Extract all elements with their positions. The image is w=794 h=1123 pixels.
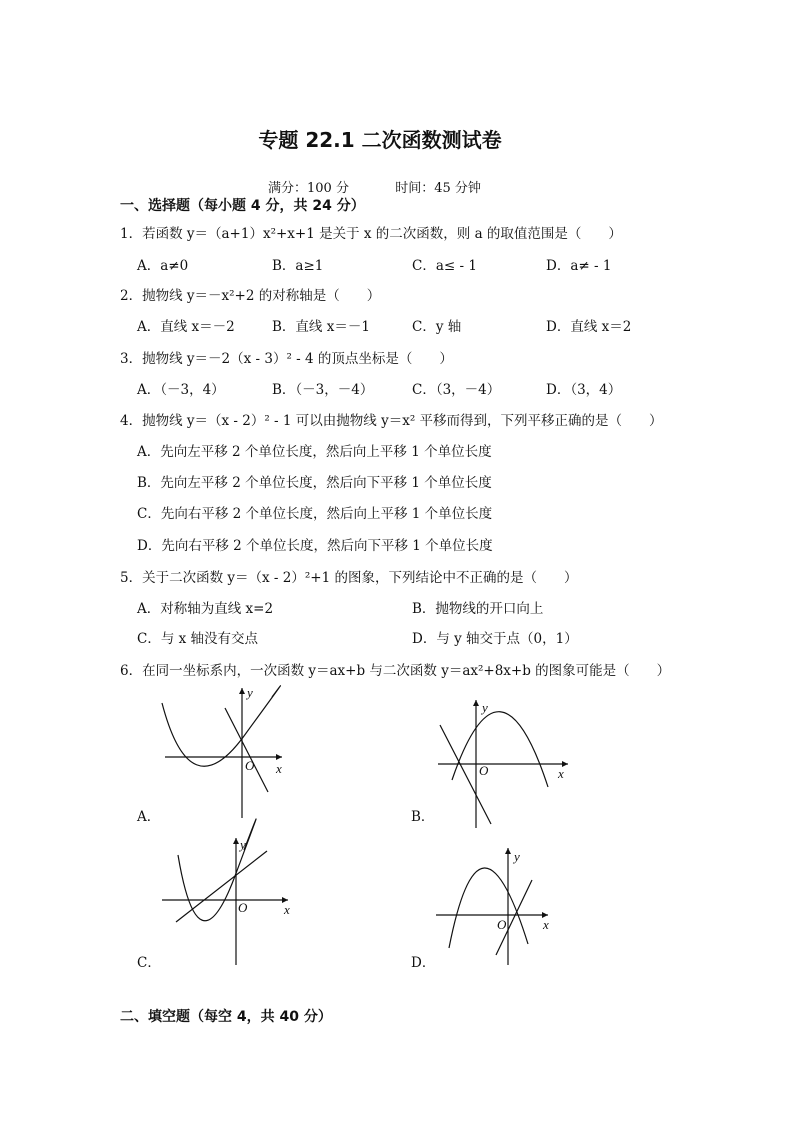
q1-option-a: A．a≠0 xyxy=(137,258,189,274)
q6-option-c: C． xyxy=(137,955,161,971)
x-axis-label: x xyxy=(284,902,290,917)
q3-option-b: B．（－3，－4） xyxy=(272,382,374,398)
q1-option-c: C．a≤ - 1 xyxy=(412,258,477,274)
q3-option-d: D．（3，4） xyxy=(546,382,622,398)
q4-option-a: A．先向左平移 2 个单位长度，然后向上平移 1 个单位长度 xyxy=(137,444,492,460)
question-2: 2．抛物线 y＝－x²+2 的对称轴是（ ） xyxy=(120,288,381,304)
q4-option-c: C．先向右平移 2 个单位长度，然后向上平移 1 个单位长度 xyxy=(137,506,493,522)
x-axis-label: x xyxy=(558,766,564,781)
y-axis-label: y xyxy=(240,837,246,852)
page-title: 专题 22.1 二次函数测试卷 xyxy=(258,128,502,152)
q5-option-b: B．抛物线的开口向上 xyxy=(412,601,544,617)
q6-option-d: D． xyxy=(411,955,436,971)
parabola xyxy=(449,868,528,948)
origin-label: O xyxy=(238,900,248,915)
q5-option-d: D．与 y 轴交于点（0，1） xyxy=(412,631,578,647)
q2-option-c: C．y 轴 xyxy=(412,319,462,335)
y-axis-label: y xyxy=(247,685,253,700)
q5-option-a: A．对称轴为直线 x=2 xyxy=(137,601,274,617)
q4-option-b: B．先向左平移 2 个单位长度，然后向下平移 1 个单位长度 xyxy=(137,475,492,491)
origin-label: O xyxy=(497,917,507,932)
q1-option-d: D．a≠ - 1 xyxy=(546,258,612,274)
question-6: 6．在同一坐标系内，一次函数 y＝ax+b 与二次函数 y＝ax²+8x+b 的图象可能是（ ） xyxy=(120,663,671,679)
y-axis-label: y xyxy=(482,700,488,715)
question-5: 5．关于二次函数 y＝（x - 2）²+1 的图象，下列结论中不正确的是（ ） xyxy=(120,570,578,586)
q3-option-a: A．（－3，4） xyxy=(137,382,225,398)
question-1: 1．若函数 y＝（a+1）x²+x+1 是关于 x 的二次函数，则 a 的取值范围是（ ） xyxy=(120,226,622,242)
q2-option-b: B．直线 x＝－1 xyxy=(272,319,370,335)
time-limit: 时间：45 分钟 xyxy=(395,181,481,196)
origin-label: O xyxy=(245,758,255,773)
x-axis-label: x xyxy=(543,917,549,932)
origin-label: O xyxy=(479,763,489,778)
q2-option-d: D．直线 x＝2 xyxy=(546,319,632,335)
x-axis-label: x xyxy=(276,761,282,776)
q5-option-c: C．与 x 轴没有交点 xyxy=(137,631,259,647)
q2-option-a: A．直线 x＝－2 xyxy=(137,319,235,335)
y-axis-label: y xyxy=(514,849,520,864)
section-choice-heading: 一、选择题（每小题 4 分，共 24 分） xyxy=(120,198,365,214)
question-4: 4．抛物线 y＝（x - 2）² - 1 可以由抛物线 y＝x² 平移而得到，下列平移正确的是（ ） xyxy=(120,413,663,429)
q3-option-c: C．（3，－4） xyxy=(412,382,501,398)
section-fill-heading: 二、填空题（每空 4，共 40 分） xyxy=(120,1009,332,1025)
question-3: 3．抛物线 y＝－2（x - 3）² - 4 的顶点坐标是（ ） xyxy=(120,351,453,367)
q6-option-b: B． xyxy=(411,809,435,825)
q4-option-d: D．先向右平移 2 个单位长度，然后向下平移 1 个单位长度 xyxy=(137,538,493,554)
q6-option-a: A． xyxy=(137,809,161,825)
q1-option-b: B．a≥1 xyxy=(272,258,324,274)
full-score: 满分：100 分 xyxy=(268,181,349,196)
